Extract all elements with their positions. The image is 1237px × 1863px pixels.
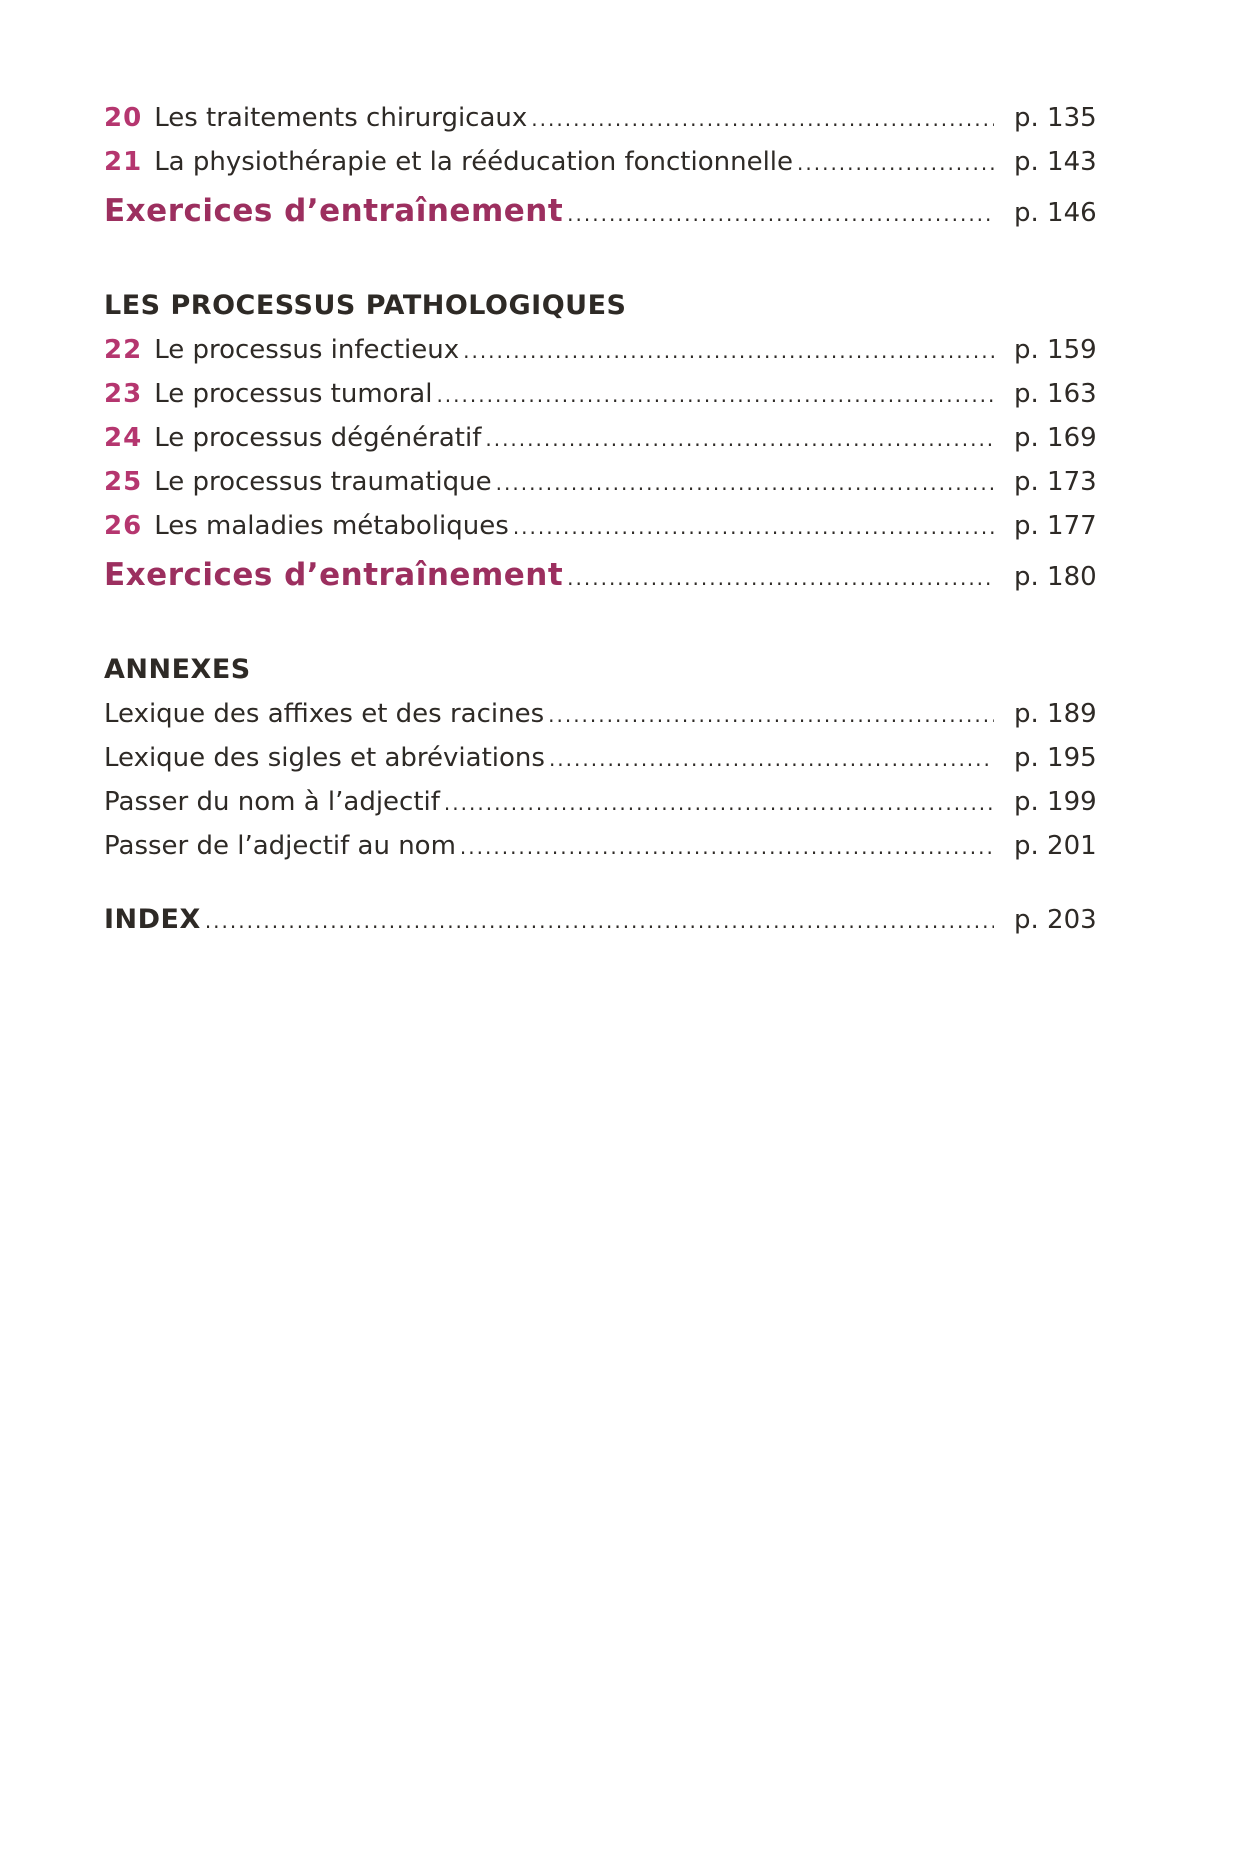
page-reference: p. 173 xyxy=(1014,467,1097,497)
toc-entry-exercises-1[interactable] xyxy=(104,184,1130,238)
exercises-title: Exercices d’entraînement xyxy=(104,193,564,229)
page-reference: p. 146 xyxy=(1014,198,1097,228)
table-of-contents xyxy=(104,96,1130,942)
leader-dots xyxy=(549,737,994,781)
leader-dots xyxy=(463,329,994,373)
chapter-title: Les traitements chirurgicaux xyxy=(154,103,528,133)
chapter-title: La physiothérapie et la rééducation fonctionnelle xyxy=(154,147,794,177)
annex-title: Lexique des sigles et abréviations xyxy=(104,743,545,773)
annex-title: Lexique des affixes et des racines xyxy=(104,699,545,729)
leader-dots xyxy=(485,417,994,461)
toc-entry-20[interactable] xyxy=(104,96,1130,140)
chapter-number: 25 xyxy=(104,467,143,497)
leader-dots xyxy=(531,97,994,141)
leader-dots xyxy=(205,899,994,943)
annex-title: Passer du nom à l’adjectif xyxy=(104,787,440,817)
leader-dots xyxy=(496,461,994,505)
chapter-number: 23 xyxy=(104,379,143,409)
leader-dots xyxy=(513,505,994,549)
page-reference: p. 199 xyxy=(1014,787,1097,817)
page-reference: p. 135 xyxy=(1014,103,1097,133)
toc-entry-annexe-nom-adjectif[interactable] xyxy=(104,780,1130,824)
toc-entry-annexe-adjectif-nom[interactable] xyxy=(104,824,1130,868)
chapter-title: Le processus dégénératif xyxy=(154,423,482,453)
chapter-title: Le processus infectieux xyxy=(154,335,460,365)
toc-entry-annexe-affixes[interactable] xyxy=(104,692,1130,736)
page-reference: p. 180 xyxy=(1014,562,1097,592)
page-reference: p. 177 xyxy=(1014,511,1097,541)
toc-entry-22[interactable] xyxy=(104,328,1130,372)
leader-dots xyxy=(444,781,994,825)
section-spacer xyxy=(104,868,1130,898)
leader-dots xyxy=(797,141,994,185)
page-reference: p. 163 xyxy=(1014,379,1097,409)
leader-dots xyxy=(436,373,994,417)
page-reference: p. 159 xyxy=(1014,335,1097,365)
section-heading-annexes: ANNEXES xyxy=(104,654,251,685)
toc-entry-24[interactable] xyxy=(104,416,1130,460)
index-title: INDEX xyxy=(104,904,201,935)
chapter-number: 22 xyxy=(104,335,143,365)
chapter-title: Le processus tumoral xyxy=(154,379,433,409)
toc-entry-exercises-2[interactable] xyxy=(104,548,1130,602)
toc-entry-index[interactable] xyxy=(104,898,1130,942)
chapter-number: 21 xyxy=(104,147,143,177)
chapter-number: 24 xyxy=(104,423,143,453)
page-reference: p. 195 xyxy=(1014,743,1097,773)
page-reference: p. 169 xyxy=(1014,423,1097,453)
section-spacer xyxy=(104,602,1130,648)
leader-dots xyxy=(548,693,994,737)
toc-entry-annexe-sigles[interactable] xyxy=(104,736,1130,780)
chapter-number: 26 xyxy=(104,511,143,541)
exercises-title: Exercices d’entraînement xyxy=(104,557,564,593)
section-spacer xyxy=(104,238,1130,284)
toc-entry-26[interactable] xyxy=(104,504,1130,548)
leader-dots xyxy=(460,825,994,869)
chapter-number: 20 xyxy=(104,103,143,133)
toc-entry-21[interactable] xyxy=(104,140,1130,184)
page-reference: p. 143 xyxy=(1014,147,1097,177)
page-reference: p. 203 xyxy=(1014,905,1097,935)
page-reference: p. 189 xyxy=(1014,699,1097,729)
chapter-title: Le processus traumatique xyxy=(154,467,492,497)
toc-entry-23[interactable] xyxy=(104,372,1130,416)
annex-title: Passer de l’adjectif au nom xyxy=(104,831,456,861)
chapter-title: Les maladies métaboliques xyxy=(154,511,509,541)
page-reference: p. 201 xyxy=(1014,831,1097,861)
section-heading-pathologiques: LES PROCESSUS PATHOLOGIQUES xyxy=(104,290,627,321)
toc-entry-25[interactable] xyxy=(104,460,1130,504)
leader-dots xyxy=(567,187,994,241)
leader-dots xyxy=(567,551,994,605)
